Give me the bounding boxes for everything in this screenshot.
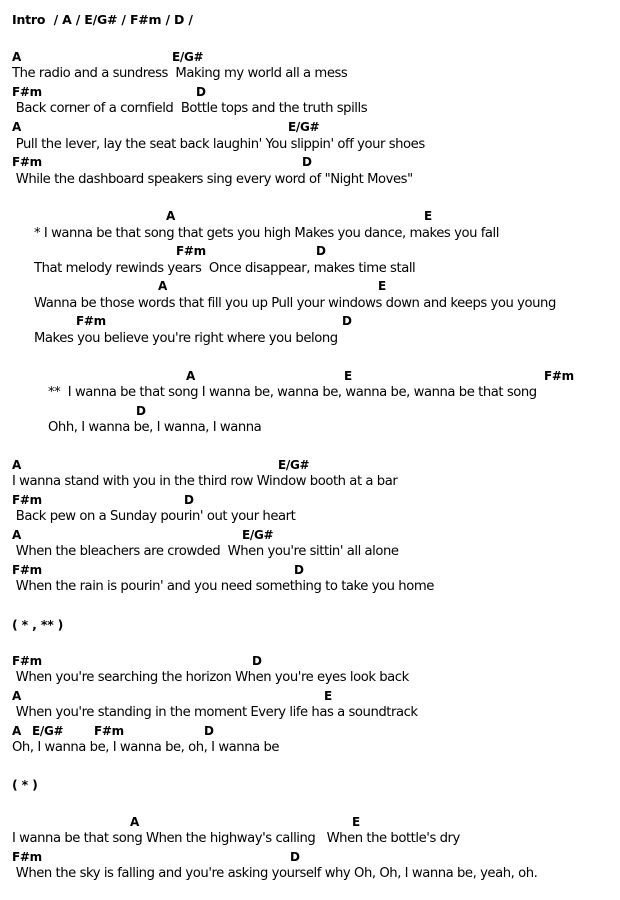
chord: D [204, 724, 214, 738]
chord: D [252, 654, 262, 668]
chord: F#m [76, 314, 106, 328]
lyric-line: When you're standing in the moment Every life has a soundtrack [12, 705, 418, 720]
chord: E [352, 815, 360, 829]
lyric-line: When you're searching the horizon When you're eyes look back [12, 670, 409, 685]
chord: A [12, 458, 21, 472]
lyric-line: Ohh, I wanna be, I wanna, I wanna [48, 420, 262, 435]
chord: E [344, 369, 352, 383]
lyric-line: That melody rewinds years Once disappear, makes time stall [34, 261, 416, 276]
chord: A [12, 528, 21, 542]
chord: D [316, 244, 326, 258]
chord: A [186, 369, 195, 383]
chord: E/G# [172, 50, 204, 64]
chord: A [12, 120, 21, 134]
chord: D [290, 850, 300, 864]
repeat-marker: ( * , ** ) [12, 617, 64, 632]
chord: E/G# [288, 120, 320, 134]
chord: E/G# [32, 724, 64, 738]
chord: A [158, 279, 167, 293]
chord: F#m [12, 155, 42, 169]
lyric-line: While the dashboard speakers sing every word of "Night Moves" [12, 172, 413, 187]
lyric-line: Oh, I wanna be, I wanna be, oh, I wanna be [12, 740, 280, 755]
lyric-line: I wanna be that song When the highway's calling When the bottle's dry [12, 831, 460, 846]
lyric-line: Back corner of a cornfield Bottle tops and the truth spills [12, 101, 368, 116]
chord: E [324, 689, 332, 703]
chord: A [12, 689, 21, 703]
lyric-line: * I wanna be that song that gets you high Makes you dance, makes you fall [34, 226, 499, 241]
lyric-line: Makes you believe you're right where you belong [34, 331, 338, 346]
chord: F#m [12, 850, 42, 864]
chord: F#m [94, 724, 124, 738]
lyric-line: Pull the lever, lay the seat back laughin' You slippin' off your shoes [12, 137, 425, 152]
chord: A [166, 209, 175, 223]
chord: F#m [12, 563, 42, 577]
chord: E/G# [278, 458, 310, 472]
lyric-line: The radio and a sundress Making my world all a mess [12, 66, 348, 81]
lyric-line: When the sky is falling and you're asking yourself why Oh, Oh, I wanna be, yeah, oh. [12, 866, 538, 881]
chord: F#m [544, 369, 574, 383]
chord: E/G# [242, 528, 274, 542]
lyric-line: When the bleachers are crowded When you're sittin' all alone [12, 544, 399, 559]
chord: D [302, 155, 312, 169]
chord: D [342, 314, 352, 328]
repeat-marker: ( * ) [12, 777, 38, 792]
chord: D [294, 563, 304, 577]
lyric-line: ** I wanna be that song I wanna be, wanna be, wanna be, wanna be that song [48, 385, 537, 400]
chord: A [12, 50, 21, 64]
chord: D [136, 404, 146, 418]
lyric-line: Wanna be those words that fill you up Pull your windows down and keeps you young [34, 296, 556, 311]
chord: E [378, 279, 386, 293]
intro-line: Intro / A / E/G# / F#m / D / [12, 12, 193, 27]
chord: A [130, 815, 139, 829]
lyric-line: I wanna stand with you in the third row Window booth at a bar [12, 474, 398, 489]
lyric-line: Back pew on a Sunday pourin' out your heart [12, 509, 296, 524]
chord: D [196, 85, 206, 99]
chord: F#m [12, 85, 42, 99]
chord: D [184, 493, 194, 507]
chord: E [424, 209, 432, 223]
lyric-line: When the rain is pourin' and you need something to take you home [12, 579, 434, 594]
chord: F#m [12, 493, 42, 507]
chord: F#m [12, 654, 42, 668]
chord: A [12, 724, 21, 738]
chord: F#m [176, 244, 206, 258]
